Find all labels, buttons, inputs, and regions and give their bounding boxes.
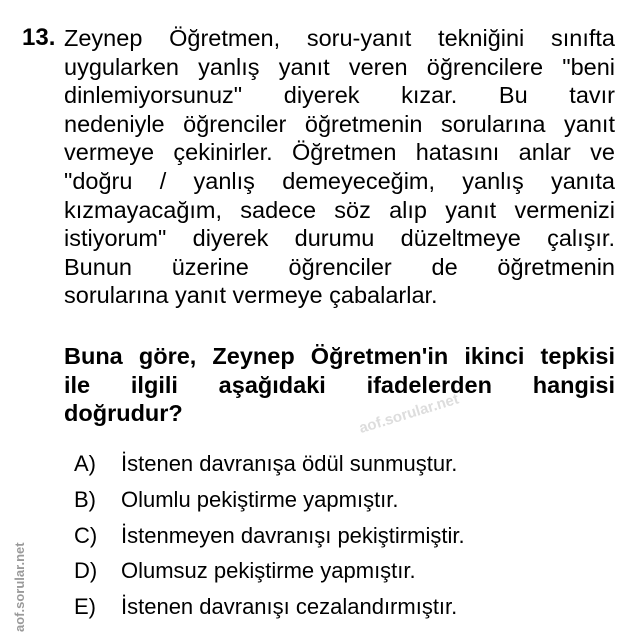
side-watermark: aof.sorular.net [12, 542, 27, 632]
option-text: İstenmeyen davranışı pekiştirmiştir. [121, 522, 465, 548]
prompt-line: doğrudur? [64, 400, 183, 427]
answer-options [74, 446, 465, 625]
stem-line: vermeye çekinirler. Öğretmen hatasını anlar ve [64, 139, 615, 166]
prompt-line: ile ilgili aşağıdaki ifadelerden hangisi [64, 371, 615, 398]
stem-line: "doğru / yanlış demeyeceğim, yanlış yanıta [64, 167, 615, 194]
stem-line: sorularına yanıt vermeye çabalarlar. [64, 282, 438, 309]
stem-line: dinlemiyorsunuz" diyerek kızar. Bu tavır [64, 82, 615, 109]
option-text: İstenen davranışa ödül sunmuştur. [121, 451, 458, 476]
stem-line: kızmayacağım, sadece söz alıp yanıt vermenizi [64, 196, 615, 223]
option-e[interactable] [74, 589, 465, 625]
question-prompt [64, 342, 615, 428]
option-letter: C) [74, 522, 98, 548]
option-letter: D) [74, 558, 98, 584]
question-stem [64, 24, 615, 310]
stem-line: Zeynep Öğretmen, soru-yanıt tekniğini sınıfta [64, 25, 615, 51]
stem-line: istiyorum" diyerek durumu düzeltmeye çalışır. [64, 225, 615, 252]
option-text: İstenen davranışı cezalandırmıştır. [121, 594, 458, 620]
option-b[interactable] [74, 482, 465, 518]
option-letter: E) [74, 594, 96, 620]
option-text: Olumlu pekiştirme yapmıştır. [121, 486, 399, 512]
stem-line: uygularken yanlış yanıt veren öğrencilere "beni [64, 53, 615, 80]
option-a[interactable] [74, 446, 465, 482]
option-c[interactable] [74, 518, 465, 554]
option-letter: B) [74, 486, 96, 512]
stem-line: Bunun üzerine öğrenciler de öğretmenin [64, 253, 615, 280]
option-d[interactable] [74, 553, 465, 589]
prompt-line: Buna göre, Zeynep Öğretmen'in ikinci tepkisi [64, 343, 615, 369]
question-number: 13. [22, 24, 56, 51]
option-text: Olumsuz pekiştirme yapmıştır. [121, 558, 416, 584]
stem-line: nedeniyle öğrenciler öğretmenin sorularına yanıt [64, 110, 615, 137]
option-letter: A) [74, 451, 96, 476]
watermark: aof.sorular.net [357, 390, 461, 437]
